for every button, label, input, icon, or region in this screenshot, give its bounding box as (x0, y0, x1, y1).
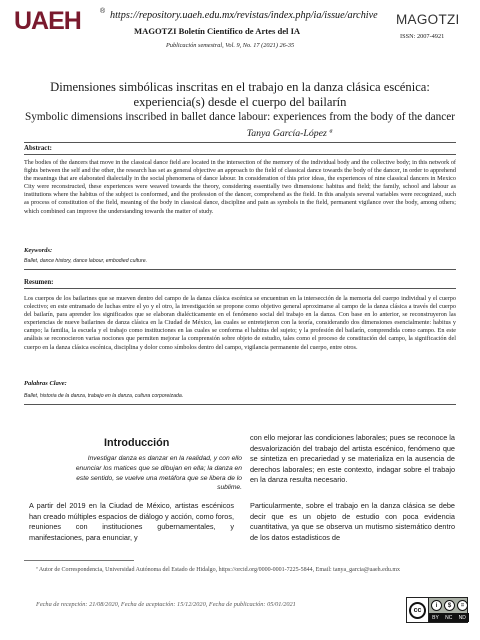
keywords-text: Ballet, dance history, dance labour, embodied culture. (24, 258, 148, 264)
resumen-heading: Resumen: (24, 279, 54, 286)
cc-icon: cc (409, 602, 426, 619)
palabras-clave-heading: Palabras Clave: (24, 380, 67, 387)
body-paragraph-right-2: Particularmente, sobre el trabajo en la danza clásica se debe decir que es un objeto de estudio con poca evidencia cuantitativa, ya que se observa un mutismo sistemático dentro de los datos estadísticos de (250, 501, 455, 542)
author-footnote: ª Autor de Correspondencia, Universidad Autónoma del Estado de Hidalgo, https://orcid.org/0000-0001-7225-5844, Email: tanya_garcia@uaeh.edu.mx (36, 567, 400, 573)
uaeh-logo-text: UAEH (14, 7, 81, 35)
license-labels (429, 613, 469, 622)
license-label-nc: NC (445, 614, 453, 621)
magotzi-logo: MAGOTZI (396, 12, 460, 27)
epigraph: Investigar danza es danzar en la realidad, y con ello enunciar los matices que se dibujan en ella; la danza en este sentido, se vuelve una metáfora que se libera de lo sublime. (75, 455, 242, 492)
creative-commons-license-badge[interactable] (406, 597, 468, 623)
body-paragraph-left: A partir del 2019 en la Ciudad de México, artistas escénicos han creado múltiples espacios de diálogo y acción, como foros, reuniones con instituciones gubernamentales, y manifestaciones, para enunciar, y (29, 501, 234, 542)
journal-name: MAGOTZI Boletín Científico de Artes del IA (134, 26, 301, 36)
resumen-text: Los cuerpos de los bailarines que se mueven dentro del campo de la danza clásica escénica se encuentran en la intersección de la memoria del cuerpo individual y el cuerpo colectivo; en este entramado de luchas entre el yo y el otro, la investigación se propone como objetivo general aproximarse al campo de la danza clásica a través del cuerpo del bailarín, para aprender los significados que se elaboran dialécticamente en el fenómeno social del trabajo en la danza. Con base en lo anterior, se reconstruyeron las experiencias de nueve bailarines de danza clásica en la Ciudad de México, las cuales se entretejieron con la teoría, considerando dos dimensiones esencialmente: habitus y campo; la familia, la escuela y el trabajo como instituciones en las cuales se conforma el habitus del sujeto; y la profesión del bailarín, comprendida como campo. En este análisis se reconocieron varias nociones que permiten mejorar la comprensión sobre objeto de estudio, tales como el proceso de constitución del campo, la significación del cuerpo en la danza clásica escénica, disciplina y dolor como símbolos dentro del campo, vigilancia permanente del cuerpo, entre otros. (24, 295, 456, 351)
abstract-heading: Abstract: (24, 145, 52, 152)
title-english: Symbolic dimensions inscribed in ballet dance labour: experiences from the body of the dancer (24, 111, 456, 123)
noderivatives-icon: = (457, 600, 468, 611)
cc-logo (407, 598, 429, 622)
divider (24, 142, 456, 143)
license-label-nd: ND (458, 614, 466, 621)
registered-mark: ® (100, 8, 106, 15)
divider (24, 288, 456, 289)
publication-dates: Fecha de recepción: 21/08/2020, Fecha de aceptación: 15/12/2020, Fecha de publicación: 05/01/2021 (36, 601, 296, 608)
footnote-divider (24, 560, 134, 561)
palabras-clave-text: Ballet, historia de la danza, trabajo en la danza, cultura corporeizada. (24, 393, 184, 399)
noncommercial-icon: $ (444, 600, 455, 611)
uaeh-logo (14, 6, 106, 40)
author-name: Tanya García-López ª (246, 128, 332, 139)
issn: ISSN: 2007-4921 (400, 33, 445, 40)
divider (24, 269, 456, 270)
introduction-heading: Introducción (104, 437, 170, 449)
divider (24, 404, 456, 405)
title-spanish: Dimensiones simbólicas inscritas en el trabajo en la danza clásica escénica: experiencia(s) desde el cuerpo del bailarín (50, 80, 430, 109)
body-paragraph-right-1: con ello mejorar las condiciones laborales; pues se reconoce la desvalorización del trabajo del artista escénico, fenómeno que se sintetiza en precariedad y se materializa en la ausencia de derechos laborales; en este contexto, indagar sobre el trabajo en la danza resulta necesario. (250, 433, 455, 485)
attribution-icon: i (431, 600, 442, 611)
journal-url-link[interactable]: https://repository.uaeh.edu.mx/revistas/index.php/ia/issue/archive (110, 10, 378, 21)
keywords-heading: Keywords: (24, 247, 53, 254)
license-label-by: BY (432, 614, 439, 621)
abstract-text: The bodies of the dancers that move in the classical dance field are located in the intersection of the memory of the individual body and the collective body; in this network of fights between the self and the other, the research has set as general objective an approach to the field of classical dance towards the body of the dancer, in order to apprehend the meanings that are elaborated dialectally in the social phenomena of dance labour. In consideration of this prior ideas, the experiences of nine classical dancers in Mexico City were reconstructed, these experiences were weaved towards the theory, considering essentially two dimensions: habitus and field; the family, school and labour as institutions where the habitus of the subject is conformed, and the profession of the dancer, comprehend as the field. In this analysis several variables were recognized, such as process of constitution of the field, meaning of the body in classical dance, discipline and pain as symbols in the field, permanent vigilance over the body, among others; which combined can improve the understanding towards the matter of study. (24, 159, 456, 215)
divider (24, 154, 456, 155)
publication-info: Publicación semestral, Vol. 9, No. 17 (2021) 26-35 (166, 42, 295, 49)
